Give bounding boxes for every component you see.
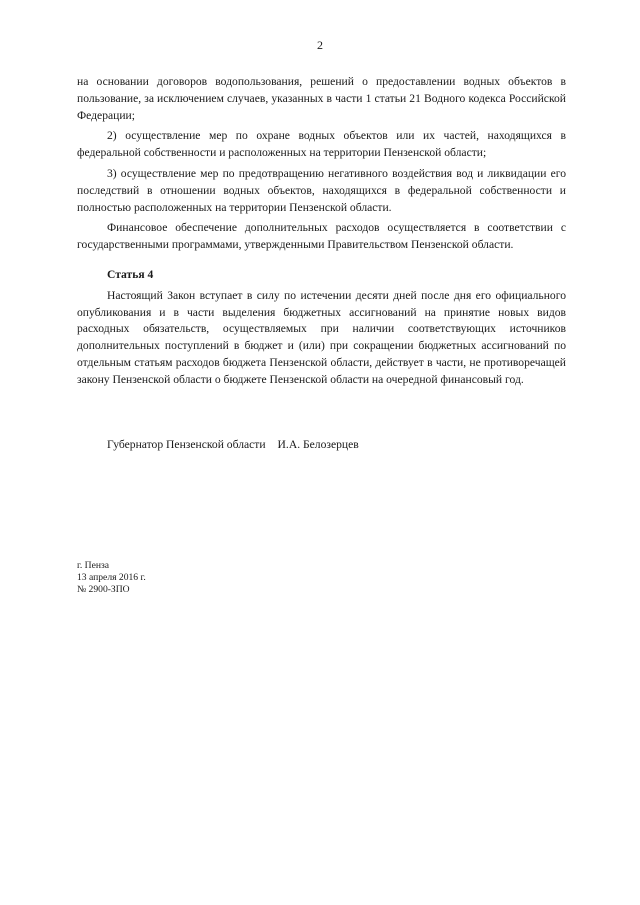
document-footer xyxy=(77,560,146,596)
footer-city: г. Пенза xyxy=(77,560,110,571)
footer-law-number: № 2900-ЗПО xyxy=(77,584,130,595)
paragraph-item-2: 2) осуществление мер по охране водных объектов или их частей, находящихся в федеральной собственности и расположенных на территории Пензенской области; xyxy=(77,129,566,160)
article-4-text: Настоящий Закон вступает в силу по истечении десяти дней после дня его официального опубликования и в части выделения бюджетных ассигнований на принятие новых видов расходных обязательств, осуществляемых при наличии соответствующих источников дополнительных поступлений в бюджет и (или) при сокращении бюджетных ассигнований по отдельным статьям расходов бюджета Пензенской области, действует в части, не противоречащей закону Пензенской области о бюджете Пензенской области на очередной финансовый год. xyxy=(77,288,566,386)
paragraph-financing: Финансовое обеспечение дополнительных расходов осуществляется в соответствии с государственными программами, утвержденными Правительством Пензенской области. xyxy=(77,221,566,252)
article-4-heading: Статья 4 xyxy=(107,267,154,281)
signature-block xyxy=(107,438,359,451)
document-body xyxy=(77,74,566,389)
paragraph-item-3: 3) осуществление мер по предотвращению негативного воздействия вод и ликвидации его последствий в отношении водных объектов, находящихся в федеральной собственности и полностью расположенных на территории Пензенской области. xyxy=(77,166,566,214)
paragraph-water-use-agreements: на основании договоров водопользования, решений о предоставлении водных объектов в пользование, за исключением случаев, указанных в части 1 статьи 21 Водного кодекса Российской Федерации; xyxy=(77,75,566,122)
page-number: 2 xyxy=(317,38,323,52)
governor-name: И.А. Белозерцев xyxy=(277,438,359,451)
governor-title: Губернатор Пензенской области xyxy=(107,438,266,451)
footer-date: 13 апреля 2016 г. xyxy=(77,572,146,583)
